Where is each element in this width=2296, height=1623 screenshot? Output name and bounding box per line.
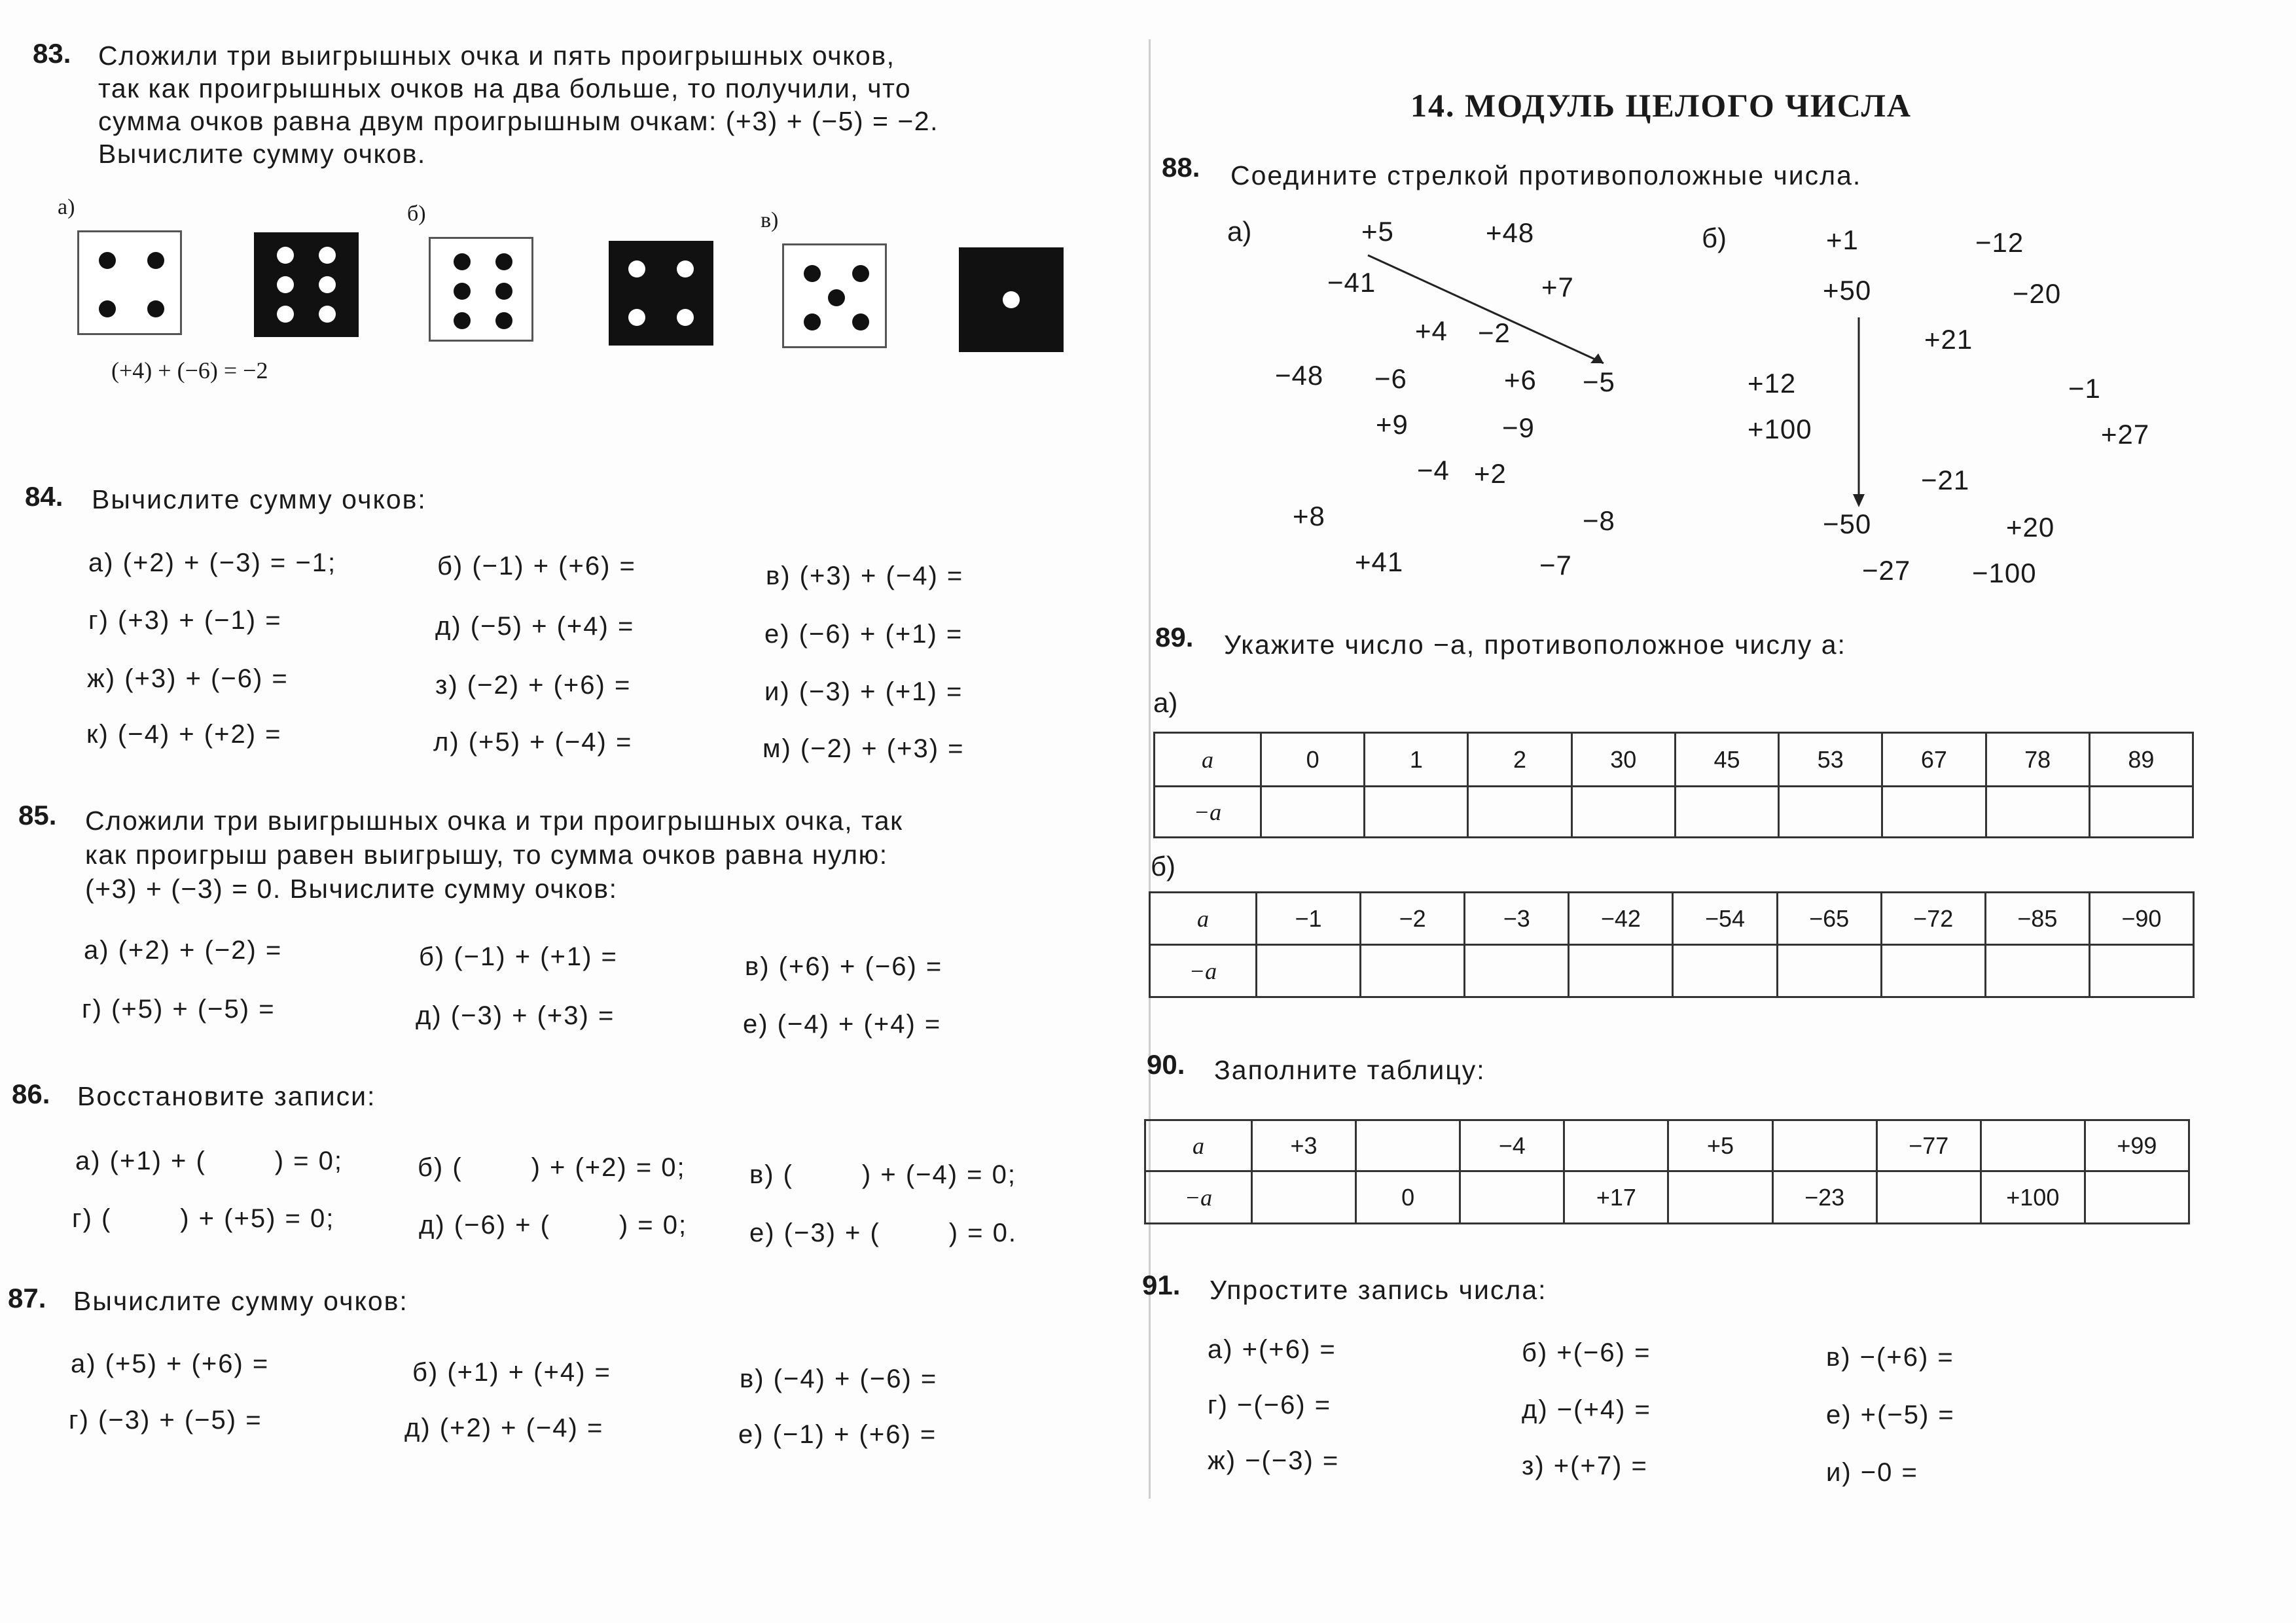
exercise-84-item: д) (−5) + (+4) = xyxy=(435,612,635,641)
exercise-87-item: е) (−1) + (+6) = xyxy=(738,1420,937,1449)
die-pip xyxy=(147,252,164,269)
table-cell[interactable] xyxy=(1876,1171,1981,1224)
table-cell-empty[interactable] xyxy=(1571,787,1675,838)
exercise-89-label-b: б) xyxy=(1151,851,1176,882)
die-pip xyxy=(804,265,821,282)
table-cell[interactable] xyxy=(1981,1120,2085,1171)
scattered-number[interactable]: +50 xyxy=(1823,275,1872,306)
table-cell-empty[interactable] xyxy=(1881,945,1985,997)
table-cell: 67 xyxy=(1882,733,1986,787)
die-pip xyxy=(495,253,512,270)
exercise-91-item: и) −0 = xyxy=(1826,1458,1918,1487)
section-title: 14. МОДУЛЬ ЦЕЛОГО ЧИСЛА xyxy=(1410,87,1912,124)
scattered-number[interactable]: −48 xyxy=(1275,360,1324,391)
table-cell-empty[interactable] xyxy=(1261,787,1365,838)
table-cell: −72 xyxy=(1881,893,1985,945)
table-cell-empty[interactable] xyxy=(1985,945,2089,997)
table-cell-empty[interactable] xyxy=(1569,945,1673,997)
exercise-88-label-b: б) xyxy=(1702,223,1727,253)
table-cell: 2 xyxy=(1468,733,1571,787)
table-header-cell: −a xyxy=(1155,787,1261,838)
exercise-91-item: в) −(+6) = xyxy=(1826,1343,1954,1372)
exercise-90-text: Заполните таблицу: xyxy=(1214,1055,1486,1085)
table-cell: 30 xyxy=(1571,733,1675,787)
table-cell: −2 xyxy=(1361,893,1465,945)
table-cell[interactable] xyxy=(1564,1120,1668,1171)
exercise-88-arrows xyxy=(1145,196,2296,602)
scattered-number[interactable]: +6 xyxy=(1504,365,1537,395)
table-header-cell: a xyxy=(1145,1120,1252,1171)
table-cell[interactable] xyxy=(1252,1171,1356,1224)
exercise-87-item: в) (−4) + (−6) = xyxy=(740,1364,938,1393)
scattered-number[interactable]: +12 xyxy=(1748,368,1797,399)
exercise-85-item: б) (−1) + (+1) = xyxy=(419,942,618,971)
exercise-91-item: д) −(+4) = xyxy=(1522,1395,1651,1424)
table-cell: −3 xyxy=(1465,893,1569,945)
dice-label-c: в) xyxy=(761,208,779,232)
table-row xyxy=(1150,945,2194,997)
table-cell: +100 xyxy=(1981,1171,2085,1224)
table-cell[interactable] xyxy=(1460,1171,1564,1224)
exercise-89-table-b xyxy=(1149,891,2195,998)
die-pip xyxy=(495,312,512,329)
scattered-number[interactable]: −41 xyxy=(1327,267,1376,298)
dice-label-a: а) xyxy=(58,195,75,219)
exercise-86-item: б) ( ) + (+2) = 0; xyxy=(418,1153,686,1182)
die xyxy=(77,230,182,335)
scattered-number[interactable]: −21 xyxy=(1921,465,1970,495)
scattered-number[interactable]: +100 xyxy=(1748,414,1812,444)
exercise-86-text: Восстановите записи: xyxy=(77,1081,376,1111)
arrow-head-b xyxy=(1853,494,1865,507)
scattered-number[interactable]: −27 xyxy=(1862,555,1911,586)
exercise-85-line: как проигрыш равен выигрышу, то сумма очков равна нулю: xyxy=(85,840,888,870)
die-pip xyxy=(628,309,645,326)
table-cell: −65 xyxy=(1777,893,1881,945)
table-cell-empty[interactable] xyxy=(1777,945,1881,997)
die xyxy=(254,232,359,337)
table-cell[interactable] xyxy=(1668,1171,1772,1224)
scattered-number[interactable]: −5 xyxy=(1583,366,1615,397)
die-pip xyxy=(99,252,116,269)
die xyxy=(429,237,533,342)
exercise-83-line: сумма очков равна двум проигрышным очкам: (+3) + (−5) = −2. xyxy=(98,106,939,136)
scattered-number[interactable]: +9 xyxy=(1376,409,1408,440)
dice-example-equation: (+4) + (−6) = −2 xyxy=(111,357,268,383)
scattered-number[interactable]: −8 xyxy=(1583,505,1615,536)
exercise-84-item: а) (+2) + (−3) = −1; xyxy=(88,548,337,577)
die-pip xyxy=(804,313,821,330)
exercise-85-item: г) (+5) + (−5) = xyxy=(82,995,276,1024)
die-pip xyxy=(319,247,336,264)
table-cell: −90 xyxy=(2089,893,2193,945)
die-pip xyxy=(628,260,645,277)
die xyxy=(609,241,713,346)
scattered-number[interactable]: −9 xyxy=(1502,412,1535,443)
exercise-85-item: а) (+2) + (−2) = xyxy=(84,936,283,965)
exercise-84-item: з) (−2) + (+6) = xyxy=(435,671,632,700)
exercise-83-line: Вычислите сумму очков. xyxy=(98,139,426,169)
exercise-85-number: 85. xyxy=(18,800,57,830)
table-cell: −85 xyxy=(1985,893,2089,945)
exercise-84-text: Вычислите сумму очков: xyxy=(92,484,427,514)
table-cell-empty[interactable] xyxy=(1882,787,1986,838)
table-cell: +3 xyxy=(1252,1120,1356,1171)
exercise-84-item: б) (−1) + (+6) = xyxy=(437,552,636,580)
die-pip xyxy=(454,312,471,329)
exercise-84-item: е) (−6) + (+1) = xyxy=(764,620,963,649)
table-cell: 89 xyxy=(2089,733,2193,787)
table-cell: +5 xyxy=(1668,1120,1772,1171)
scattered-number[interactable]: +21 xyxy=(1924,324,1973,355)
table-cell-empty[interactable] xyxy=(1779,787,1882,838)
exercise-84-item: и) (−3) + (+1) = xyxy=(764,677,963,706)
scattered-number[interactable]: +2 xyxy=(1474,458,1507,489)
exercise-85-text xyxy=(85,804,1080,906)
exercise-83-number: 83. xyxy=(33,38,71,69)
die-pip xyxy=(277,306,294,323)
table-cell[interactable] xyxy=(1772,1120,1876,1171)
die-pip xyxy=(99,300,116,317)
scattered-number[interactable]: +5 xyxy=(1361,216,1394,247)
exercise-91-item: е) +(−5) = xyxy=(1826,1400,1955,1429)
exercise-87-item: д) (+2) + (−4) = xyxy=(404,1414,604,1442)
die-pip xyxy=(277,276,294,293)
table-cell-empty[interactable] xyxy=(1675,787,1778,838)
table-cell: 0 xyxy=(1356,1171,1460,1224)
exercise-89-label-a: а) xyxy=(1153,687,1178,718)
exercise-87-item: г) (−3) + (−5) = xyxy=(69,1406,262,1435)
table-cell-empty[interactable] xyxy=(1365,787,1468,838)
table-header-cell: a xyxy=(1150,893,1257,945)
table-cell: 1 xyxy=(1365,733,1468,787)
exercise-87-text: Вычислите сумму очков: xyxy=(73,1286,408,1316)
exercise-90-number: 90. xyxy=(1147,1049,1185,1080)
exercise-83-text xyxy=(98,39,1080,170)
table-cell: 53 xyxy=(1779,733,1882,787)
die-pip xyxy=(319,306,336,323)
exercise-85-item: е) (−4) + (+4) = xyxy=(743,1010,942,1039)
die xyxy=(959,247,1064,352)
exercise-85-line: (+3) + (−3) = 0. Вычислите сумму очков: xyxy=(85,874,618,904)
exercise-85-item: в) (+6) + (−6) = xyxy=(745,952,943,981)
table-row xyxy=(1150,893,2194,945)
scattered-number[interactable]: +7 xyxy=(1541,272,1574,302)
exercise-86-item: г) ( ) + (+5) = 0; xyxy=(72,1204,335,1233)
scattered-number[interactable]: +27 xyxy=(2101,419,2150,450)
exercise-91-item: г) −(−6) = xyxy=(1208,1391,1332,1419)
exercise-88-label-a: а) xyxy=(1227,216,1252,247)
table-cell: −42 xyxy=(1569,893,1673,945)
table-cell-empty[interactable] xyxy=(2089,787,2193,838)
table-cell: 78 xyxy=(1986,733,2089,787)
exercise-89-table-a xyxy=(1153,732,2194,838)
exercise-89-number: 89. xyxy=(1155,622,1194,652)
exercise-84-number: 84. xyxy=(25,481,63,512)
table-cell-empty[interactable] xyxy=(1986,787,2089,838)
exercise-87-item: б) (+1) + (+4) = xyxy=(412,1358,611,1387)
table-cell: −1 xyxy=(1257,893,1361,945)
exercise-88-text: Соедините стрелкой противоположные числа. xyxy=(1230,160,1862,190)
exercise-84-item: г) (+3) + (−1) = xyxy=(88,606,282,635)
scattered-number[interactable]: +4 xyxy=(1415,315,1448,346)
scattered-number[interactable]: +8 xyxy=(1293,501,1325,531)
table-cell[interactable] xyxy=(2085,1171,2189,1224)
die-pip xyxy=(454,253,471,270)
die-pip xyxy=(454,283,471,300)
exercise-91-item: ж) −(−3) = xyxy=(1208,1446,1340,1475)
exercise-84-item: м) (−2) + (+3) = xyxy=(762,734,965,763)
scattered-number[interactable]: −4 xyxy=(1417,455,1450,486)
scattered-number[interactable]: +48 xyxy=(1486,217,1535,248)
table-header-cell: −a xyxy=(1145,1171,1252,1224)
table-cell: −4 xyxy=(1460,1120,1564,1171)
table-cell[interactable] xyxy=(1356,1120,1460,1171)
table-row xyxy=(1145,1120,2189,1171)
exercise-86-number: 86. xyxy=(12,1079,50,1109)
exercise-83-line: Сложили три выигрышных очка и пять проигрышных очков, xyxy=(98,41,895,71)
scattered-number[interactable]: −6 xyxy=(1374,363,1407,394)
exercise-86-item: д) (−6) + ( ) = 0; xyxy=(419,1211,688,1240)
scattered-number[interactable]: −100 xyxy=(1972,558,2037,588)
table-cell: 0 xyxy=(1261,733,1365,787)
exercise-84-item: к) (−4) + (+2) = xyxy=(86,720,282,749)
table-cell: +17 xyxy=(1564,1171,1668,1224)
die-pip xyxy=(319,276,336,293)
table-header-cell: a xyxy=(1155,733,1261,787)
exercise-86-item: в) ( ) + (−4) = 0; xyxy=(749,1160,1017,1189)
table-cell: −54 xyxy=(1673,893,1777,945)
exercise-91-number: 91. xyxy=(1142,1270,1181,1300)
die-pip xyxy=(828,289,845,306)
die-pip xyxy=(1003,291,1020,308)
exercise-87-number: 87. xyxy=(8,1283,46,1313)
table-cell: −77 xyxy=(1876,1120,1981,1171)
scattered-number[interactable]: −12 xyxy=(1975,227,2024,258)
die-pip xyxy=(147,300,164,317)
table-row xyxy=(1155,787,2193,838)
dice-label-b: б) xyxy=(407,202,426,226)
table-row xyxy=(1155,733,2193,787)
die-pip xyxy=(852,265,869,282)
exercise-85-line: Сложили три выигрышных очка и три проигрышных очка, так xyxy=(85,806,903,836)
table-cell-empty[interactable] xyxy=(1257,945,1361,997)
die-pip xyxy=(677,309,694,326)
die-pip xyxy=(852,313,869,330)
exercise-91-item: а) +(+6) = xyxy=(1208,1335,1336,1364)
die-pip xyxy=(677,260,694,277)
scattered-number[interactable]: +1 xyxy=(1826,224,1859,255)
scattered-number[interactable]: +41 xyxy=(1355,546,1404,577)
exercise-84-item: ж) (+3) + (−6) = xyxy=(87,664,289,693)
exercise-84-item: в) (+3) + (−4) = xyxy=(766,562,964,590)
scattered-number[interactable]: +20 xyxy=(2006,512,2055,543)
exercise-91-item: б) +(−6) = xyxy=(1522,1338,1651,1367)
table-cell: 45 xyxy=(1675,733,1778,787)
table-cell-empty[interactable] xyxy=(1673,945,1777,997)
exercise-89-text: Укажите число −a, противоположное числу a: xyxy=(1224,630,1846,660)
exercise-86-item: е) (−3) + ( ) = 0. xyxy=(749,1219,1018,1247)
die-pip xyxy=(277,247,294,264)
scattered-number[interactable]: −2 xyxy=(1478,317,1511,348)
exercise-91-item: з) +(+7) = xyxy=(1522,1452,1648,1480)
table-row xyxy=(1145,1171,2189,1224)
exercise-88-number: 88. xyxy=(1162,152,1200,183)
exercise-90-table xyxy=(1144,1119,2190,1224)
exercise-86-item: а) (+1) + ( ) = 0; xyxy=(75,1147,344,1175)
table-cell-empty[interactable] xyxy=(1361,945,1465,997)
scattered-number[interactable]: −1 xyxy=(2068,373,2101,404)
exercise-87-item: а) (+5) + (+6) = xyxy=(71,1349,270,1378)
exercise-91-text: Упростите запись числа: xyxy=(1210,1275,1547,1305)
table-cell: −23 xyxy=(1772,1171,1876,1224)
exercise-84-item: л) (+5) + (−4) = xyxy=(433,728,633,757)
scattered-number[interactable]: −7 xyxy=(1539,550,1572,580)
scattered-number[interactable]: −50 xyxy=(1823,508,1872,539)
die xyxy=(782,243,887,348)
table-cell-empty[interactable] xyxy=(1468,787,1571,838)
scattered-number[interactable]: −20 xyxy=(2013,278,2062,309)
die-pip xyxy=(495,283,512,300)
arrow-line-a xyxy=(1368,255,1604,363)
exercise-83-line: так как проигрышных очков на два больше, то получили, что xyxy=(98,73,912,103)
table-cell-empty[interactable] xyxy=(2089,945,2193,997)
table-cell-empty[interactable] xyxy=(1465,945,1569,997)
table-cell: +99 xyxy=(2085,1120,2189,1171)
exercise-85-item: д) (−3) + (+3) = xyxy=(416,1001,615,1030)
table-header-cell: −a xyxy=(1150,945,1257,997)
